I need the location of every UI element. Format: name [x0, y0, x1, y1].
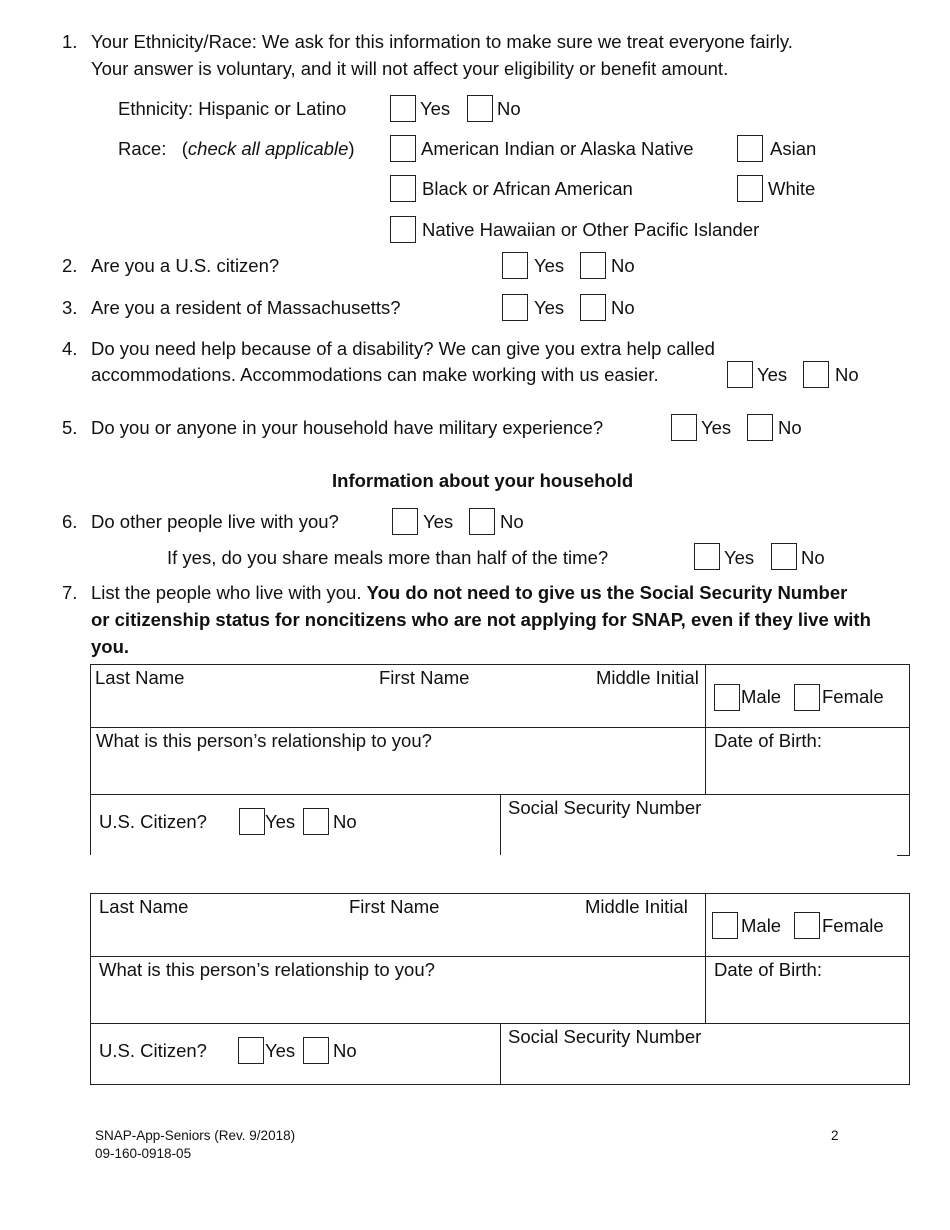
- q4-line2: accommodations. Accommodations can make working with us easier.: [91, 364, 659, 385]
- pb1-ssn: Social Security Number: [508, 797, 702, 818]
- pb2-col-divider: [705, 893, 706, 1023]
- q6-text: Do other people live with you?: [91, 511, 339, 532]
- pb1-right-border: [909, 664, 910, 855]
- pb2-middle-initial: Middle Initial: [585, 896, 688, 917]
- ethnicity-yes-label: Yes: [420, 98, 451, 119]
- ethnicity-no-checkbox[interactable]: [467, 95, 493, 122]
- q3-no-checkbox[interactable]: [580, 294, 606, 321]
- race-black-label: Black or African American: [422, 178, 633, 199]
- q5-no-checkbox[interactable]: [747, 414, 773, 441]
- pb2-citizen-yes-label: Yes: [265, 1040, 296, 1061]
- q2-yes-checkbox[interactable]: [502, 252, 528, 279]
- race-paren-open: (: [181, 138, 188, 159]
- pb1-female-checkbox[interactable]: [794, 684, 820, 711]
- pb2-citizen-label: U.S. Citizen?: [99, 1040, 207, 1061]
- q7-bold-2: or citizenship status for noncitizens who are not applying for SNAP, even if they live with: [91, 609, 871, 630]
- q6-no-checkbox[interactable]: [469, 508, 495, 535]
- race-white-checkbox[interactable]: [737, 175, 763, 202]
- q5-yes-label: Yes: [701, 417, 732, 438]
- q2-yes-label: Yes: [534, 255, 565, 276]
- pb1-col-divider: [705, 664, 706, 794]
- q3-yes-label: Yes: [534, 297, 565, 318]
- pb2-male-label: Male: [741, 915, 782, 936]
- race-american-indian-checkbox[interactable]: [390, 135, 416, 162]
- pb2-citizen-no-label: No: [333, 1040, 357, 1061]
- pb2-bottom-border: [90, 1084, 910, 1085]
- pb1-top-border: [90, 664, 910, 665]
- q7-bold-3: you.: [91, 636, 130, 657]
- q3-text: Are you a resident of Massachusetts?: [91, 297, 401, 318]
- pb2-first-name: First Name: [349, 896, 440, 917]
- pb1-citizen-yes-checkbox[interactable]: [239, 808, 265, 835]
- pb1-male-label: Male: [741, 686, 782, 707]
- q6-sub-text: If yes, do you share meals more than half of the time?: [167, 547, 609, 568]
- pb2-row1-border: [90, 956, 910, 957]
- q6-sub-no-label: No: [801, 547, 825, 568]
- race-hawaiian-checkbox[interactable]: [390, 216, 416, 243]
- q4-line1: Do you need help because of a disability? We can give you extra help called: [91, 338, 715, 359]
- pb2-ssn-divider: [500, 1023, 501, 1084]
- pb2-top-border: [90, 893, 910, 894]
- race-note: check all applicable: [187, 138, 349, 159]
- pb1-bottom-stub: [897, 855, 910, 856]
- pb2-right-border: [909, 893, 910, 1084]
- q2-number: 2.: [62, 255, 78, 276]
- q6-number: 6.: [62, 511, 78, 532]
- q1-number: 1.: [62, 31, 78, 52]
- footer-code: 09-160-0918-05: [95, 1146, 192, 1161]
- section-heading: Information about your household: [332, 470, 634, 491]
- q4-yes-label: Yes: [757, 364, 788, 385]
- race-label-text: Race:: [118, 138, 167, 159]
- race-paren-close: ): [348, 138, 355, 159]
- pb1-male-checkbox[interactable]: [714, 684, 740, 711]
- q5-number: 5.: [62, 417, 78, 438]
- q7-number: 7.: [62, 582, 78, 603]
- pb1-ssn-divider: [500, 794, 501, 855]
- footer-page-number: 2: [831, 1128, 839, 1143]
- pb2-last-name: Last Name: [99, 896, 189, 917]
- q7-intro: List the people who live with you.: [91, 582, 362, 603]
- q5-yes-checkbox[interactable]: [671, 414, 697, 441]
- ethnicity-no-label: No: [497, 98, 521, 119]
- pb2-relationship: What is this person’s relationship to you?: [99, 959, 435, 980]
- q7-intro-line: [91, 582, 847, 604]
- pb1-citizen-yes-label: Yes: [265, 811, 296, 832]
- q5-text: Do you or anyone in your household have military experience?: [91, 417, 604, 438]
- ethnicity-yes-checkbox[interactable]: [390, 95, 416, 122]
- q2-no-label: No: [611, 255, 635, 276]
- race-hawaiian-label: Native Hawaiian or Other Pacific Islander: [422, 219, 760, 240]
- q4-no-checkbox[interactable]: [803, 361, 829, 388]
- pb1-row1-border: [90, 727, 910, 728]
- q6-sub-no-checkbox[interactable]: [771, 543, 797, 570]
- q6-yes-label: Yes: [423, 511, 454, 532]
- pb2-left-border: [90, 893, 91, 1084]
- pb2-citizen-yes-checkbox[interactable]: [238, 1037, 264, 1064]
- q6-sub-yes-checkbox[interactable]: [694, 543, 720, 570]
- q6-no-label: No: [500, 511, 524, 532]
- race-black-checkbox[interactable]: [390, 175, 416, 202]
- pb2-male-checkbox[interactable]: [712, 912, 738, 939]
- pb2-female-checkbox[interactable]: [794, 912, 820, 939]
- pb1-relationship: What is this person’s relationship to you?: [96, 730, 432, 751]
- pb1-middle-initial: Middle Initial: [596, 667, 699, 688]
- race-american-indian-label: American Indian or Alaska Native: [421, 138, 694, 159]
- q1-line1: Your Ethnicity/Race: We ask for this information to make sure we treat everyone fairly.: [91, 31, 793, 52]
- q4-no-label: No: [835, 364, 859, 385]
- race-asian-checkbox[interactable]: [737, 135, 763, 162]
- race-white-label: White: [768, 178, 816, 199]
- q4-number: 4.: [62, 338, 78, 359]
- pb1-citizen-no-label: No: [333, 811, 357, 832]
- q2-text: Are you a U.S. citizen?: [91, 255, 280, 276]
- pb1-last-name: Last Name: [95, 667, 185, 688]
- pb1-left-border: [90, 664, 91, 855]
- q3-yes-checkbox[interactable]: [502, 294, 528, 321]
- q2-no-checkbox[interactable]: [580, 252, 606, 279]
- pb2-ssn: Social Security Number: [508, 1026, 702, 1047]
- q5-no-label: No: [778, 417, 802, 438]
- q6-sub-yes-label: Yes: [724, 547, 755, 568]
- pb1-dob: Date of Birth:: [714, 730, 822, 751]
- ethnicity-label: Ethnicity: Hispanic or Latino: [118, 98, 347, 119]
- pb1-citizen-label: U.S. Citizen?: [99, 811, 207, 832]
- race-label: [118, 138, 355, 160]
- pb1-first-name: First Name: [379, 667, 470, 688]
- q1-line2: Your answer is voluntary, and it will not affect your eligibility or benefit amount.: [91, 58, 729, 79]
- pb2-dob: Date of Birth:: [714, 959, 822, 980]
- q6-yes-checkbox[interactable]: [392, 508, 418, 535]
- footer-form-id: SNAP-App-Seniors (Rev. 9/2018): [95, 1128, 296, 1143]
- q3-number: 3.: [62, 297, 78, 318]
- pb1-female-label: Female: [822, 686, 884, 707]
- pb2-citizen-no-checkbox[interactable]: [303, 1037, 329, 1064]
- pb2-female-label: Female: [822, 915, 884, 936]
- q7-bold-1: You do not need to give us the Social Security Number: [366, 582, 848, 603]
- pb1-citizen-no-checkbox[interactable]: [303, 808, 329, 835]
- q3-no-label: No: [611, 297, 635, 318]
- race-asian-label: Asian: [770, 138, 817, 159]
- q4-yes-checkbox[interactable]: [727, 361, 753, 388]
